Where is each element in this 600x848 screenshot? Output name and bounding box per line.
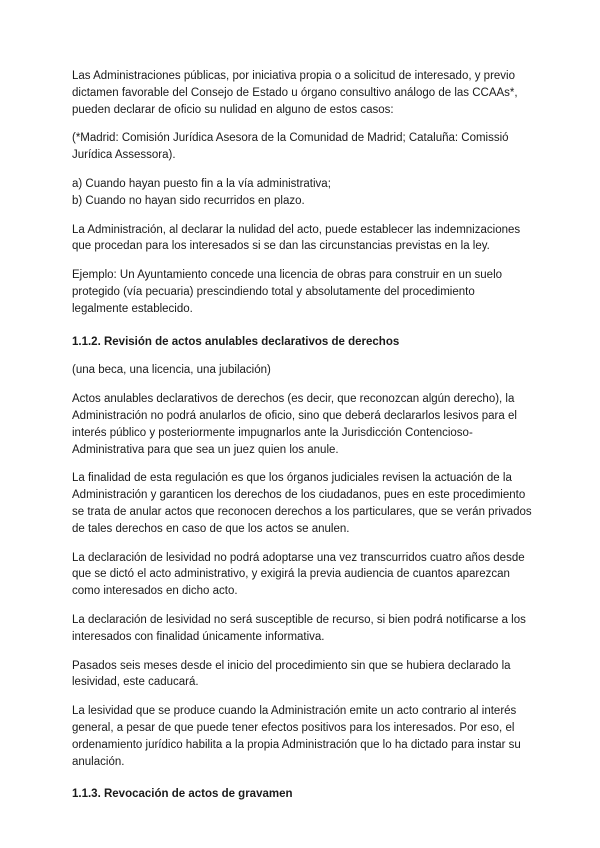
paragraph-footnote-ccaa: (*Madrid: Comisión Jurídica Asesora de la Comunidad de Madrid; Cataluña: Comissió Jurídica Assessora). — [72, 132, 509, 162]
paragraph-ejemplos-actos: (una beca, una licencia, una jubilación) — [72, 364, 271, 377]
paragraph-nulidad-intro: Las Administraciones públicas, por iniciativa propia o a solicitud de interesado, y previo dictamen favorable del Consejo de Estado u órgano consultivo análogo de las CCAAs*, pueden declarar de oficio su nulidad en alguno de estos casos: — [72, 70, 518, 116]
paragraph-ejemplo: Ejemplo: Un Ayuntamiento concede una licencia de obras para construir en un suelo protegido (vía pecuaria) prescindiendo total y absolutamente del procedimiento legalmente establecido. — [72, 269, 503, 315]
list-casos — [72, 176, 532, 210]
paragraph-lesividad-definicion: La lesividad que se produce cuando la Administración emite un acto contrario al interés general, a pesar de que puede tener efectos positivos para los interesados. Por eso, el ordenamiento jurídico habilita a la propia Administración que lo ha dictado para instar su anulación. — [72, 705, 521, 768]
paragraph-caducidad: Pasados seis meses desde el inicio del procedimiento sin que se hubiera declarado la lesividad, este caducará. — [72, 659, 511, 689]
list-item-a: a) Cuando hayan puesto fin a la vía administrativa; — [72, 177, 331, 190]
paragraph-finalidad: La finalidad de esta regulación es que los órganos judiciales revisen la actuación de la Administración y garanticen los derechos de los ciudadanos, pues en este procedimiento se trata de anular actos que reconocen derechos a los particulares, que se verán privados de tales derechos en caso de que los actos se anulen. — [72, 472, 532, 535]
paragraph-plazo-lesividad: La declaración de lesividad no podrá adoptarse una vez transcurridos cuatro años desde que se dictó el acto administrativo, y exigirá la previa audiencia de cuantos aparezcan como interesados en dicho acto. — [72, 551, 525, 598]
document-page — [72, 68, 532, 803]
paragraph-indemnizaciones: La Administración, al declarar la nulidad del acto, puede establecer las indemnizaciones que procedan para los interesados si se dan las circunstancias previstas en la ley. — [72, 223, 521, 253]
paragraph-recurso-lesividad: La declaración de lesividad no será susceptible de recurso, si bien podrá notificarse a los interesados con finalidad únicamente informativa. — [72, 613, 526, 643]
section-heading-1-1-3: 1.1.3. Revocación de actos de gravamen — [72, 788, 293, 801]
section-heading-1-1-2: 1.1.2. Revisión de actos anulables declarativos de derechos — [72, 335, 400, 348]
paragraph-actos-anulables: Actos anulables declarativos de derechos (es decir, que reconozcan algún derecho), la Administración no podrá anularlos de oficio, sino que deberá declararlos lesivos para el interés público y posteriormente impugnarlos ante la Jurisdicción Contencioso-Administrativa para que sea un juez quien los anule. — [72, 393, 517, 456]
list-item-b: b) Cuando no hayan sido recurridos en plazo. — [72, 194, 305, 207]
